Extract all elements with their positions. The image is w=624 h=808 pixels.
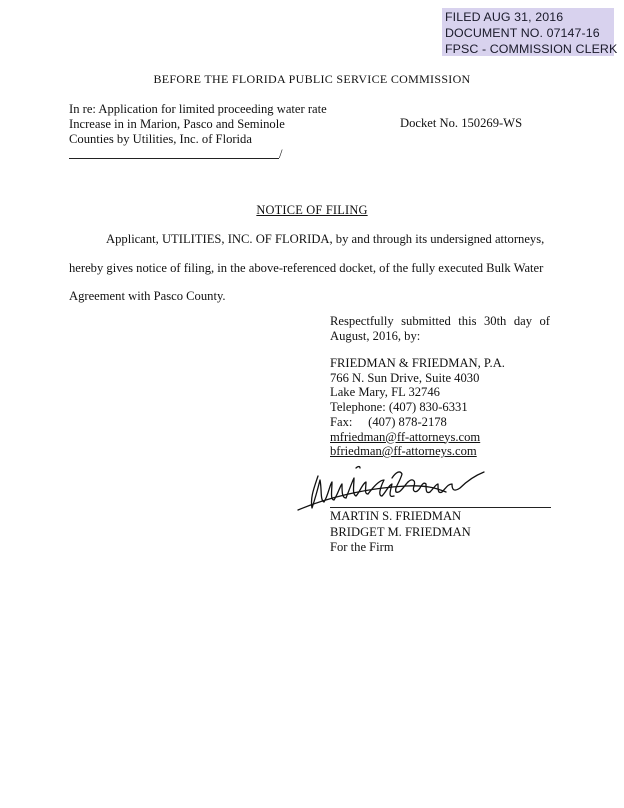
closing-line-1: Respectfully submitted this 30th day of (330, 314, 550, 328)
closing-line-2: August, 2016, by: (330, 329, 421, 343)
signer-name-1: MARTIN S. FRIEDMAN (330, 509, 462, 523)
in-re-line-2: Increase in in Marion, Pasco and Seminole (69, 117, 285, 131)
commission-heading: BEFORE THE FLORIDA PUBLIC SERVICE COMMISSION (153, 72, 471, 86)
firm-address-2: Lake Mary, FL 32746 (330, 385, 440, 400)
filing-stamp (442, 8, 618, 56)
firm-block (330, 356, 505, 459)
firm-email-2[interactable]: bfriedman@ff-attorneys.com (330, 444, 477, 459)
signer-name-2: BRIDGET M. FRIEDMAN (330, 524, 471, 539)
in-re-line-1: In re: Application for limited proceeding water rate (69, 102, 327, 116)
in-re-line-3: Counties by Utilities, Inc. of Florida (69, 132, 252, 146)
in-re-caption (69, 102, 327, 147)
stamp-clerk: FPSC - COMMISSION CLERK (445, 42, 618, 56)
closing-statement (330, 314, 550, 344)
signature-line (330, 507, 551, 508)
body-line-3: Agreement with Pasco County. (69, 289, 226, 303)
stamp-filed-date: FILED AUG 31, 2016 (445, 10, 564, 24)
firm-name: FRIEDMAN & FRIEDMAN, P.A. (330, 356, 505, 370)
signers-block (330, 509, 471, 556)
docket-number: Docket No. 150269-WS (400, 116, 523, 130)
firm-address-1: 766 N. Sun Drive, Suite 4030 (330, 370, 480, 385)
caption-rule (69, 158, 279, 159)
stamp-document-number: DOCUMENT NO. 07147-16 (445, 26, 600, 40)
caption-slash: / (279, 147, 283, 161)
signer-for-firm: For the Firm (330, 540, 394, 554)
firm-telephone: Telephone: (407) 830-6331 (330, 400, 468, 415)
firm-fax: Fax: (407) 878-2178 (330, 414, 447, 429)
firm-email-1[interactable]: mfriedman@ff-attorneys.com (330, 429, 481, 444)
body-line-1: Applicant, UTILITIES, INC. OF FLORIDA, by and through its undersigned attorneys, (106, 232, 545, 246)
body-line-2: hereby gives notice of filing, in the above-referenced docket, of the fully executed Bulk Water (69, 261, 544, 275)
notice-title: NOTICE OF FILING (256, 203, 368, 217)
